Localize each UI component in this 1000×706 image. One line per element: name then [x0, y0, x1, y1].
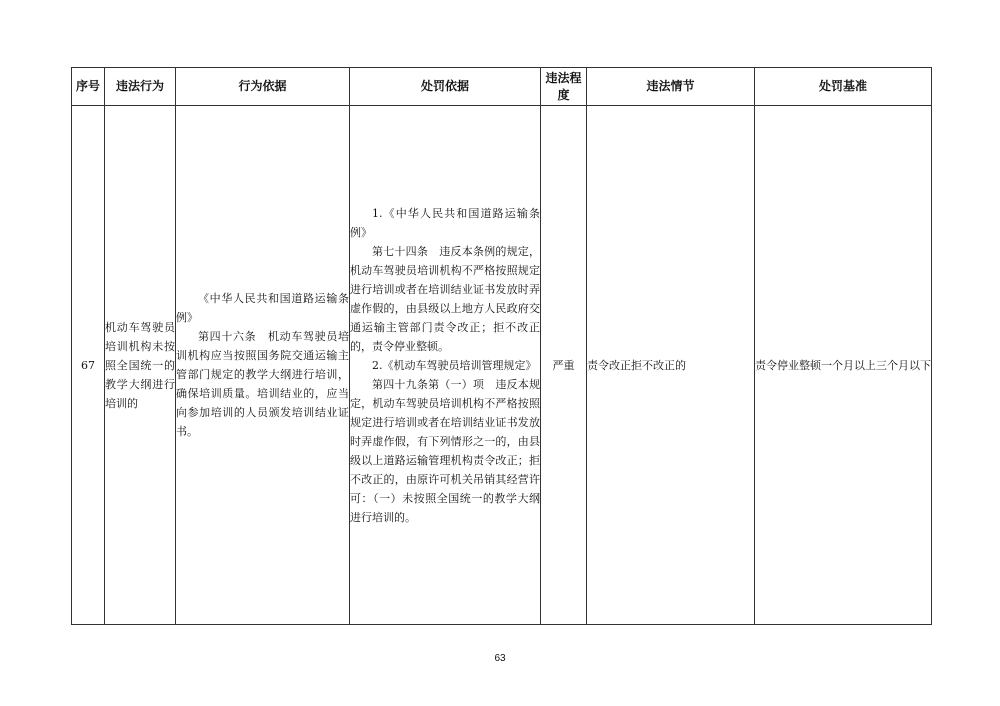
penalty-law-1-title: 1.《中华人民共和国道路运输条例》 [350, 206, 540, 239]
penalty-law-1-article: 第七十四条 违反本条例的规定，机动车驾驶员培训机构不严格按照规定进行培训或者在培训结业证书发放时弄虚作假的，由县级以上地方人民政府交通运输主管部门责令改正；拒不改正的，责令停业整顿。 [350, 244, 540, 353]
header-penalty-basis: 处罚依据 [350, 68, 541, 106]
header-degree: 违法程度 [541, 68, 587, 106]
basis-article: 第四十六条 机动车驾驶员培训机构应当按照国务院交通运输主管部门规定的教学大纲进行培训，确保培训质量。培训结业的，应当向参加培训的人员颁发培训结业证书。 [176, 330, 349, 438]
circumstance-text: 责令改正拒不改正的 [587, 358, 686, 372]
header-no: 序号 [72, 68, 105, 106]
page-number: 63 [494, 653, 506, 664]
header-act: 违法行为 [105, 68, 176, 106]
cell-no: 67 [72, 106, 105, 625]
cell-circumstance [587, 106, 755, 625]
header-basis: 行为依据 [176, 68, 350, 106]
cell-standard [755, 106, 932, 625]
penalty-law-2-title: 2.《机动车驾驶员培训管理规定》 [372, 358, 537, 372]
standard-text: 责令停业整顿一个月以上三个月以下 [755, 358, 931, 372]
cell-penalty-basis [350, 106, 541, 625]
penalty-law-2-article: 第四十九条第（一）项 违反本规定，机动车驾驶员培训机构不严格按照规定进行培训或者在培训结业证书发放时弄虚作假，有下列情形之一的，由县级以上道路运输管理机构责令改正；拒不改正的，由原许可机关吊销其经营许可：（一）未按照全国统一的教学大纲进行培训的。 [350, 377, 540, 524]
cell-degree: 严重 [541, 106, 587, 625]
cell-basis [176, 106, 350, 625]
header-circumstance: 违法情节 [587, 68, 755, 106]
regulation-table [71, 67, 932, 625]
cell-act [105, 106, 176, 625]
table-row [72, 106, 932, 625]
act-text: 机动车驾驶员培训机构未按照全国统一的教学大纲进行培训的 [105, 320, 175, 410]
header-standard: 处罚基准 [755, 68, 932, 106]
basis-law-title: 《中华人民共和国道路运输条例》 [176, 292, 349, 324]
header-row [72, 68, 932, 106]
